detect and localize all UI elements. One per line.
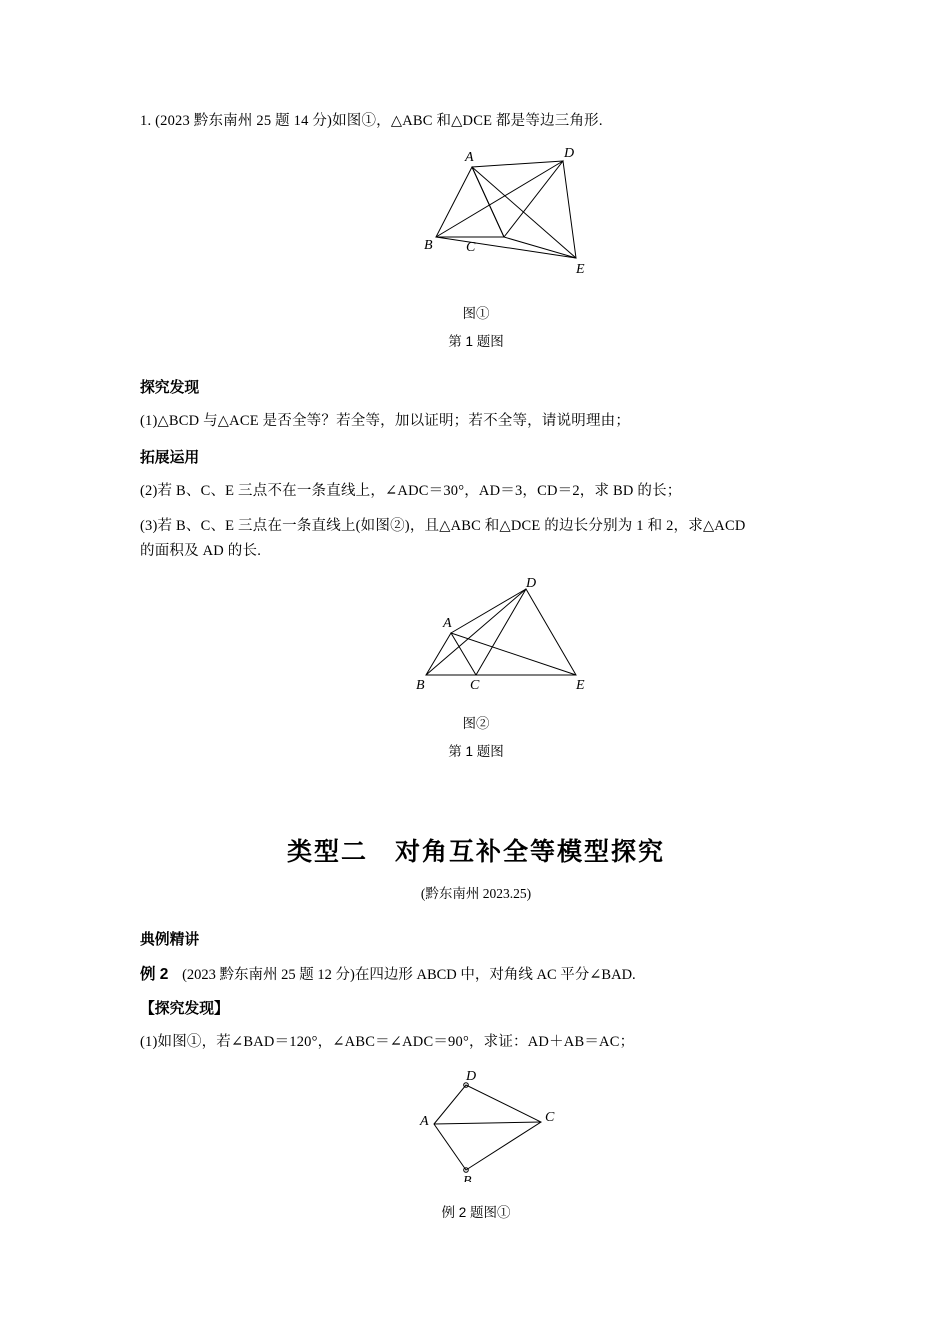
- figure-2-label-B: B: [416, 678, 425, 694]
- problem1-item1: (1)△BCD 与△ACE 是否全等？若全等，加以证明；若不全等，请说明理由；: [140, 413, 631, 430]
- figure-1-label-E: E: [576, 262, 585, 278]
- heading-classic-examples: 典例精讲: [140, 932, 200, 949]
- example2-label: 例 2: [140, 966, 169, 984]
- figure-example2: [140, 1067, 812, 1221]
- figure-example2-label-C: C: [545, 1109, 555, 1125]
- example2-stem-text: (2023 黔东南州 25 题 12 分)在四边形 ABCD 中，对角线 AC 平分∠BAD.: [182, 967, 636, 984]
- figure-2-number: 图②: [462, 716, 490, 732]
- figure-2-caption: 第 1 题图: [448, 744, 504, 760]
- figure-1-caption: 第 1 题图: [448, 334, 504, 350]
- heading-explore: 探究发现: [140, 380, 200, 397]
- figure-1-label-B: B: [424, 238, 433, 254]
- page-content: [140, 110, 812, 1221]
- figure-2-label-D: D: [526, 576, 537, 592]
- example2-stem: [140, 962, 812, 984]
- figure-1-svg: [326, 145, 626, 295]
- figure-1-label-A: A: [465, 150, 474, 166]
- example2-item1: (1)如图①，若∠BAD＝120°，∠ABC＝∠ADC＝90°，求证：AD＋AB＝AC；: [140, 1034, 635, 1051]
- figure-1-number: 图①: [462, 306, 490, 322]
- heading-extend: 拓展运用: [140, 449, 200, 466]
- figure-example2-svg: [326, 1067, 626, 1182]
- figure-2-label-E: E: [576, 678, 585, 694]
- figure-example2-caption: 例 2 题图①: [441, 1204, 511, 1220]
- figure-2-label-A: A: [443, 616, 452, 632]
- section-title: 类型二 对角互补全等模型探究: [286, 838, 665, 867]
- heading-explore-bracket: 【探究发现】: [140, 1001, 229, 1018]
- problem1-item2: (2)若 B、C、E 三点不在一条直线上，∠ADC＝30°，AD＝3，CD＝2，求 BD 的长；: [140, 482, 682, 499]
- problem1-item3-line2: 的面积及 AD 的长.: [140, 542, 262, 559]
- figure-example2-label-B: B: [463, 1173, 472, 1182]
- figure-2: [140, 575, 812, 760]
- figure-1: [140, 145, 812, 350]
- figure-1-label-D: D: [564, 146, 575, 162]
- problem1-stem: 1. (2023 黔东南州 25 题 14 分)如图①，△ABC 和△DCE 都是等边三角形.: [140, 113, 603, 129]
- problem1-item3-line1: (3)若 B、C、E 三点在一条直线上(如图②)，且△ABC 和△DCE 的边长分别为 1 和 2，求△ACD: [140, 518, 746, 535]
- figure-example2-label-D: D: [466, 1068, 477, 1084]
- figure-2-label-C: C: [470, 678, 480, 694]
- figure-1-label-C: C: [466, 240, 476, 256]
- figure-example2-label-A: A: [420, 1113, 429, 1129]
- figure-2-svg: [326, 575, 626, 705]
- section-subtitle: (黔东南州 2023.25): [420, 886, 532, 902]
